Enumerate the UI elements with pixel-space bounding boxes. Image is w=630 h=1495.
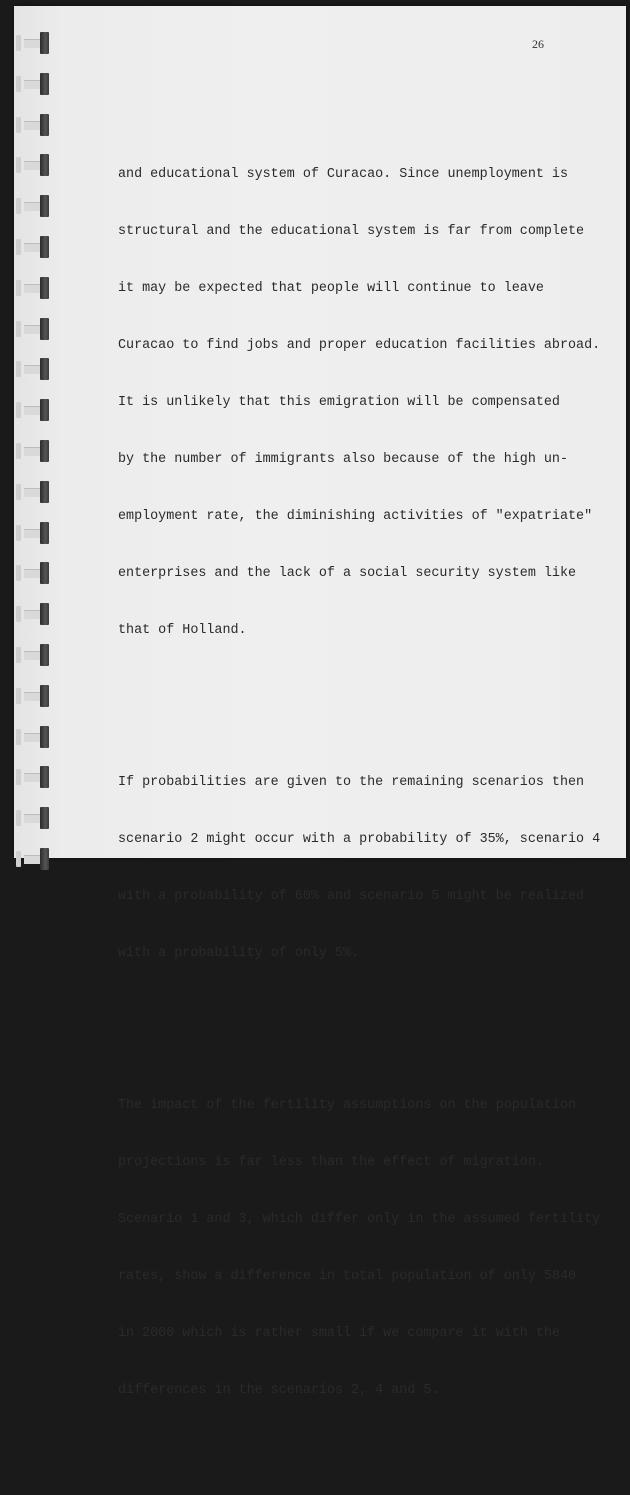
text-line: rates, show a difference in total population of only 5840 [118, 1269, 577, 1284]
text-line: If probabilities are given to the remaining scenarios then [118, 775, 585, 790]
text-line: it may be expected that people will continue to leave [118, 281, 544, 296]
document-page [14, 6, 626, 1398]
binding-ring [14, 766, 54, 788]
text-line: structural and the educational system is far from complete [118, 224, 585, 239]
text-line: Scenario 1 and 3, which differ only in the assumed fertility [118, 1212, 601, 1227]
text-line: The impact of the fertility assumptions on the population [118, 1098, 577, 1113]
text-line: employment rate, the diminishing activities of "expatriate" [118, 509, 593, 524]
body-text [118, 89, 608, 1495]
paragraph-1 [118, 127, 608, 678]
binding-ring [14, 522, 54, 544]
page-number: 26 [532, 37, 544, 51]
text-line: that of Holland. [118, 623, 247, 638]
binding-ring [14, 358, 54, 380]
binding-ring [14, 399, 54, 421]
text-line: enterprises and the lack of a social security system like [118, 566, 577, 581]
binding-ring [14, 726, 54, 748]
paragraph-3 [118, 1058, 608, 1438]
binding-ring [14, 440, 54, 462]
binding-ring [14, 603, 54, 625]
text-line: projections is far less than the effect of migration. [118, 1155, 544, 1170]
text-line: in 2000 which is rather small if we compare it with the [118, 1326, 560, 1341]
text-line: scenario 2 might occur with a probability of 35%, scenario 4 [118, 832, 601, 847]
binding-ring [14, 481, 54, 503]
binding-ring [14, 848, 54, 870]
binding-ring [14, 73, 54, 95]
binding-ring [14, 114, 54, 136]
binding-ring [14, 318, 54, 340]
text-line: by the number of immigrants also because of the high un- [118, 452, 568, 467]
binding-ring [14, 236, 54, 258]
binding-ring [14, 685, 54, 707]
binding-ring [14, 277, 54, 299]
text-line: It is unlikely that this emigration will be compensated [118, 395, 560, 410]
spiral-binding [14, 32, 58, 852]
text-line: with a probability of only 5%. [118, 946, 360, 961]
binding-ring [14, 32, 54, 54]
paragraph-2 [118, 735, 608, 1001]
text-line: Curacao to find jobs and proper education facilities abroad. [118, 338, 601, 353]
text-line: and educational system of Curacao. Since unemployment is [118, 167, 568, 182]
binding-ring [14, 195, 54, 217]
binding-ring [14, 562, 54, 584]
binding-ring [14, 154, 54, 176]
text-line: with a probability of 60% and scenario 5 might be realized [118, 889, 585, 904]
binding-ring [14, 807, 54, 829]
binding-ring [14, 644, 54, 666]
text-line: differences in the scenarios 2, 4 and 5. [118, 1383, 440, 1398]
